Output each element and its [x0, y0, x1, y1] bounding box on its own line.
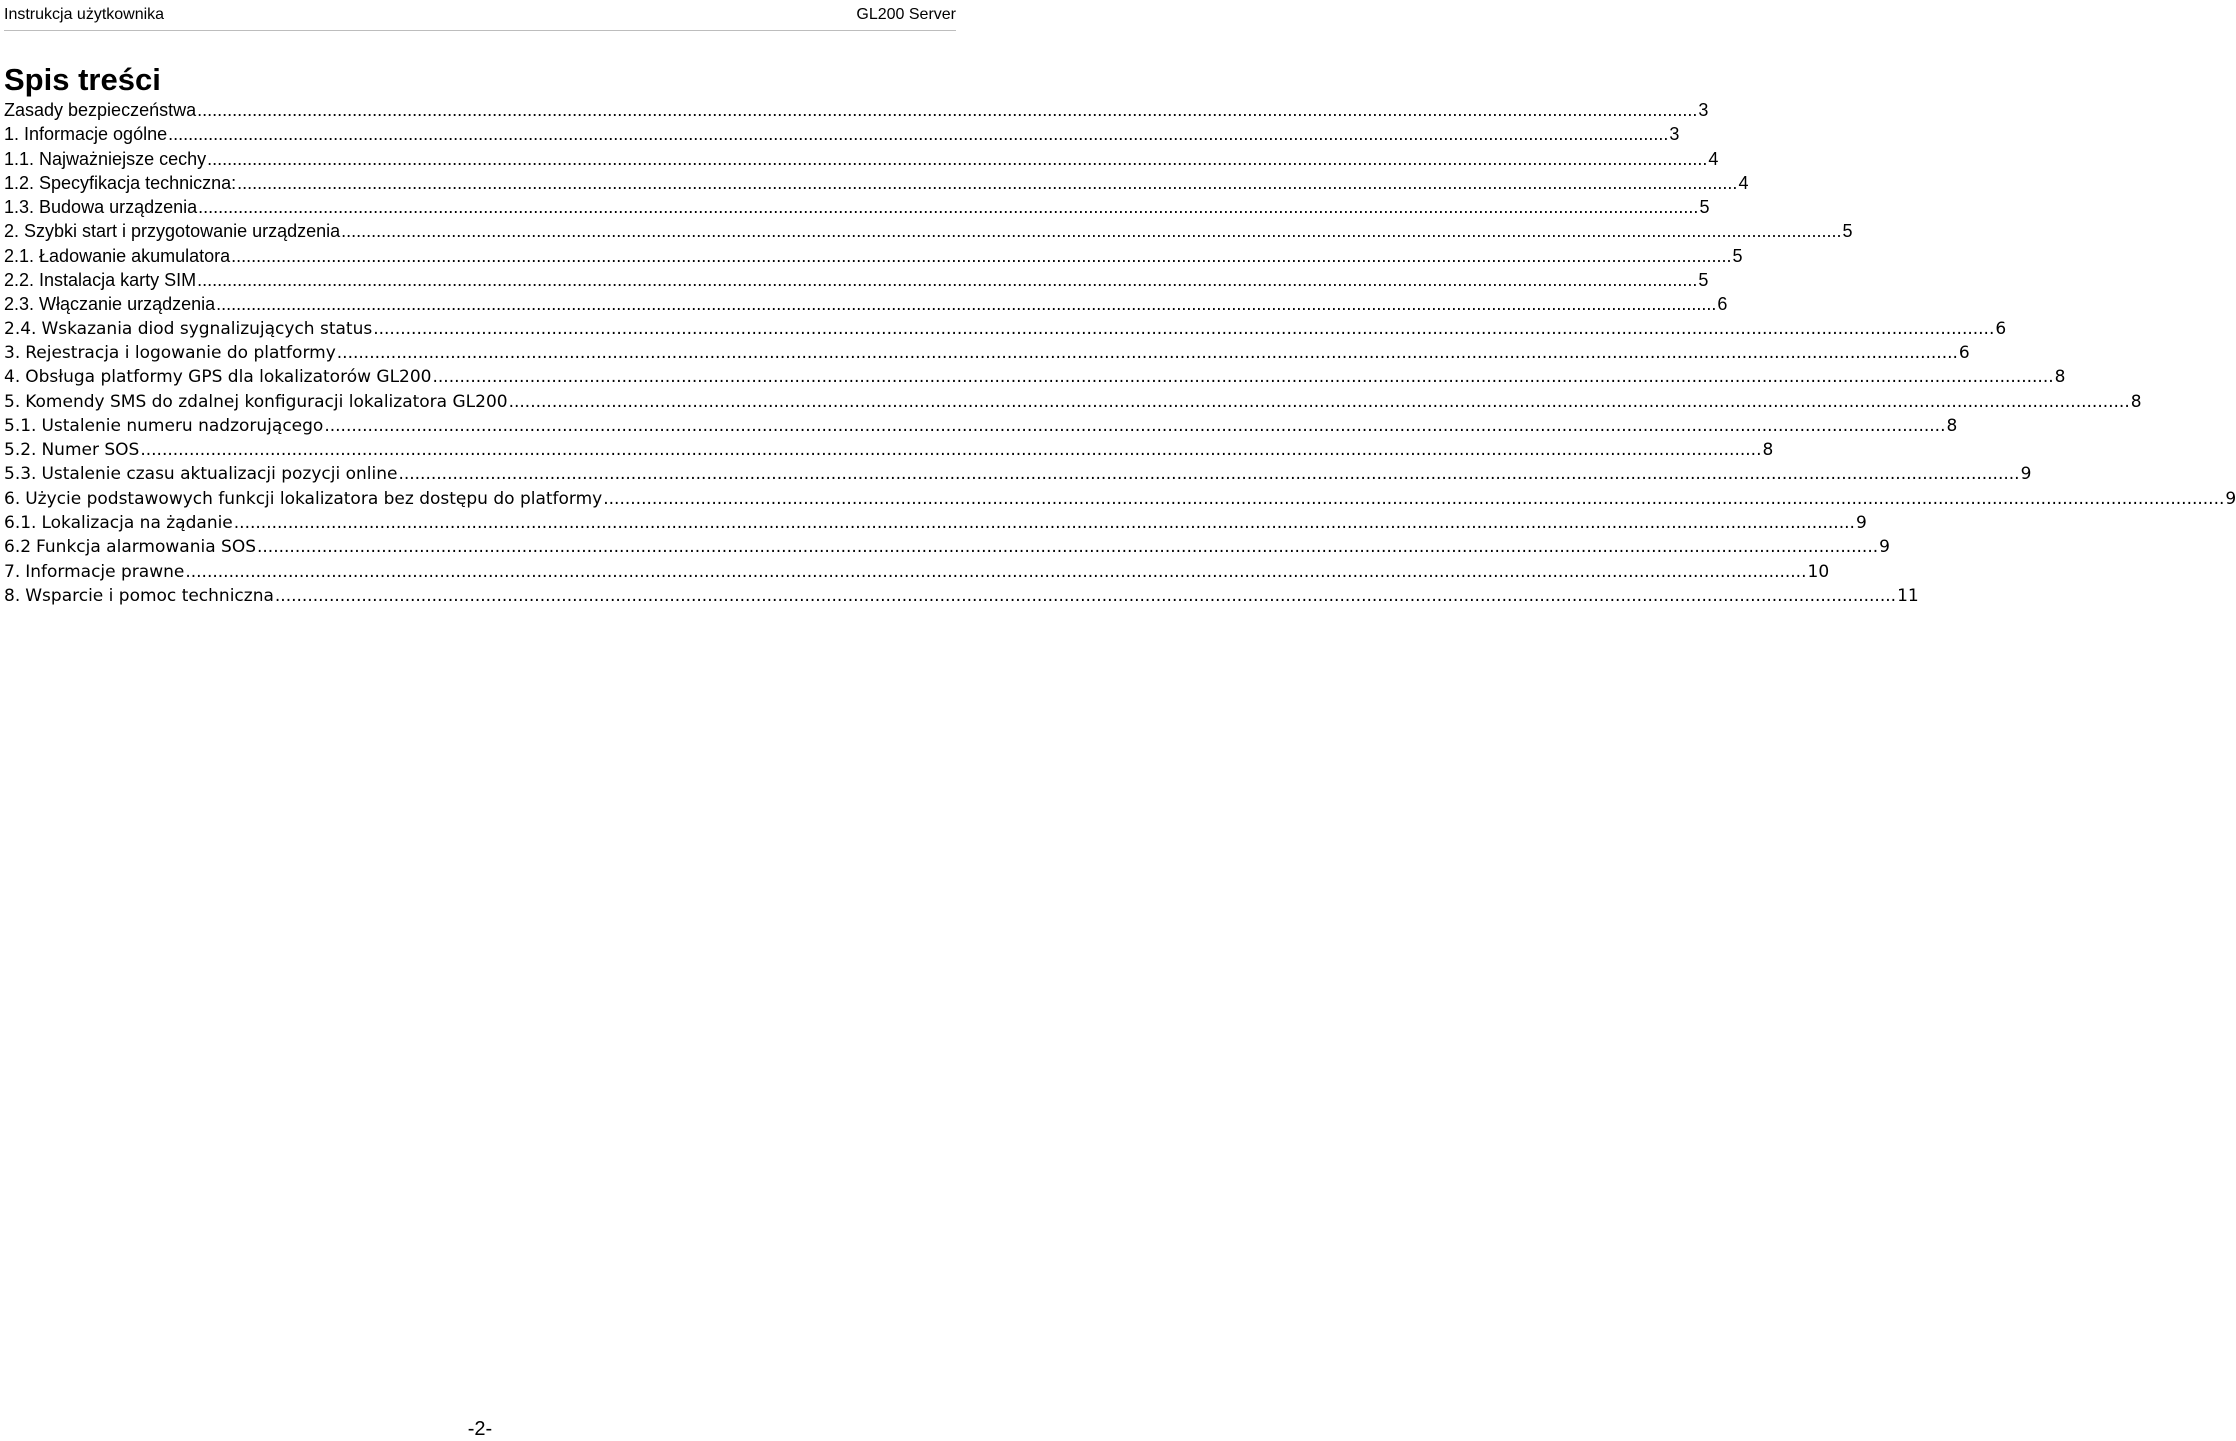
toc-entry-number: 7.: [4, 561, 21, 582]
toc-entry-title: Komendy SMS do zdalnej konfiguracji lokalizatora GL200: [25, 391, 508, 412]
toc-entry-number: 6.2: [4, 537, 32, 558]
toc-entry-title: Ładowanie akumulatora: [39, 245, 231, 266]
toc-dot-leader: ............................................................................................................................................................................................................................................................................................................: [140, 440, 1762, 461]
toc-entry-page: 8: [2054, 367, 2066, 388]
toc-dot-leader: ............................................................................................................................................................................................................................................................................................................: [197, 100, 1698, 120]
toc-entry-number: 5.3.: [4, 464, 37, 485]
toc-dot-leader: ............................................................................................................................................................................................................................................................................................................: [257, 537, 1879, 558]
toc-entry-number: 5.: [4, 391, 21, 412]
header-document-title: Instrukcja użytkownika: [4, 6, 165, 23]
toc-dot-leader: ............................................................................................................................................................................................................................................................................................................: [432, 367, 2054, 388]
toc-entry[interactable]: [4, 560, 1830, 584]
toc-entry-page: 5: [1732, 245, 1743, 266]
toc-dot-leader: ............................................................................................................................................................................................................................................................................................................: [216, 294, 1717, 315]
toc-entry[interactable]: [4, 511, 1867, 535]
running-header: [4, 0, 956, 31]
toc-entry[interactable]: [4, 462, 2032, 486]
toc-entry[interactable]: [4, 122, 1680, 146]
toc-entry[interactable]: [4, 584, 1919, 608]
toc-entry-title: Wsparcie i pomoc techniczna: [25, 585, 274, 606]
toc-entry-number: 1.1.: [4, 148, 35, 169]
toc-entry-number: 5.1.: [4, 415, 37, 436]
toc-entry[interactable]: [4, 365, 2066, 389]
toc-entry-number: 1.: [4, 124, 20, 145]
toc-dot-leader: ............................................................................................................................................................................................................................................................................................................: [336, 342, 1958, 363]
toc-title: Spis treści: [4, 62, 161, 97]
toc-entry-page: 9: [2020, 464, 2032, 485]
toc-entry-title: Zasady bezpieczeństwa: [4, 100, 197, 120]
toc-entry-page: 3: [1669, 124, 1680, 145]
toc-entry[interactable]: [4, 98, 1709, 122]
toc-entry[interactable]: [4, 390, 2142, 414]
toc-entry-page: 6: [1958, 342, 1970, 363]
toc-entry-number: 2.: [4, 221, 20, 242]
toc-entry-page: 4: [1738, 172, 1749, 193]
toc-entry[interactable]: [4, 268, 1709, 292]
toc-entry-title: Rejestracja i logowanie do platformy: [25, 342, 336, 363]
toc-entry-number: 6.: [4, 488, 21, 509]
toc-entry-page: 10: [1807, 561, 1830, 582]
toc-entry-page: 6: [1995, 318, 2007, 339]
toc-entry-page: 5: [1698, 270, 1709, 291]
toc-entry[interactable]: [4, 414, 1958, 438]
toc-entry-title: Numer SOS: [41, 440, 140, 461]
toc-entry[interactable]: [4, 317, 2007, 341]
toc-entry-page: 5: [1699, 197, 1710, 218]
toc-entry-page: 9: [1879, 537, 1890, 558]
toc-entry-title: Instalacja karty SIM: [39, 270, 197, 291]
toc-dot-leader: ............................................................................................................................................................................................................................................................................................................: [185, 561, 1807, 582]
toc-entry[interactable]: [4, 219, 1853, 243]
table-of-contents: [4, 98, 2236, 608]
toc-entry-number: 4.: [4, 367, 21, 388]
toc-entry-number: 6.1.: [4, 513, 37, 534]
toc-entry-number: 5.2.: [4, 440, 37, 461]
toc-entry[interactable]: [4, 341, 1970, 365]
header-product-name: GL200 Server: [856, 6, 956, 23]
toc-entry-number: 1.2.: [4, 172, 35, 193]
toc-entry-title: Lokalizacja na żądanie: [41, 513, 233, 534]
toc-dot-leader: ............................................................................................................................................................................................................................................................................................................: [373, 318, 1995, 339]
toc-dot-leader: ............................................................................................................................................................................................................................................................................................................: [324, 415, 1946, 436]
toc-dot-leader: ............................................................................................................................................................................................................................................................................................................: [237, 172, 1738, 193]
toc-entry-title: Ustalenie numeru nadzorującego: [41, 415, 324, 436]
toc-entry-page: 9: [1855, 513, 1867, 534]
toc-entry[interactable]: [4, 487, 2236, 511]
toc-entry-number: 8.: [4, 585, 21, 606]
toc-dot-leader: ............................................................................................................................................................................................................................................................................................................: [603, 488, 2225, 509]
toc-entry[interactable]: [4, 147, 1719, 171]
toc-entry[interactable]: [4, 171, 1749, 195]
toc-entry-title: Informacje prawne: [25, 561, 185, 582]
toc-entry[interactable]: [4, 244, 1743, 268]
page-number: -2-: [467, 1418, 493, 1440]
toc-entry-page: 11: [1897, 585, 1919, 606]
toc-dot-leader: ............................................................................................................................................................................................................................................................................................................: [398, 464, 2020, 485]
toc-dot-leader: ............................................................................................................................................................................................................................................................................................................: [197, 270, 1698, 291]
toc-entry-page: 3: [1698, 100, 1709, 120]
toc-dot-leader: ............................................................................................................................................................................................................................................................................................................: [508, 391, 2130, 412]
toc-dot-leader: ............................................................................................................................................................................................................................................................................................................: [274, 585, 1897, 606]
toc-entry-title: Włączanie urządzenia: [39, 294, 216, 315]
toc-entry-title: Ustalenie czasu aktualizacji pozycji online: [41, 464, 398, 485]
toc-entry-title: Informacje ogólne: [24, 124, 168, 145]
toc-entry[interactable]: [4, 438, 1774, 462]
toc-entry[interactable]: [4, 535, 1890, 559]
toc-dot-leader: ............................................................................................................................................................................................................................................................................................................: [341, 221, 1842, 242]
toc-entry-title: Szybki start i przygotowanie urządzenia: [24, 221, 341, 242]
toc-entry-number: 3.: [4, 342, 21, 363]
toc-entry[interactable]: [4, 292, 1728, 316]
toc-entry-title: Użycie podstawowych funkcji lokalizatora bez dostępu do platformy: [25, 488, 603, 509]
toc-dot-leader: ............................................................................................................................................................................................................................................................................................................: [207, 148, 1708, 169]
toc-entry-title: Obsługa platformy GPS dla lokalizatorów GL200: [25, 367, 432, 388]
toc-dot-leader: ............................................................................................................................................................................................................................................................................................................: [168, 124, 1669, 145]
toc-entry-title: Budowa urządzenia: [39, 197, 198, 218]
toc-entry-page: 9: [2225, 488, 2236, 509]
toc-entry-page: 6: [1717, 294, 1728, 315]
toc-entry-page: 4: [1708, 148, 1719, 169]
toc-dot-leader: ............................................................................................................................................................................................................................................................................................................: [231, 245, 1732, 266]
toc-dot-leader: ............................................................................................................................................................................................................................................................................................................: [233, 513, 1855, 534]
toc-entry-page: 8: [2130, 391, 2142, 412]
toc-entry-number: 2.2.: [4, 270, 35, 291]
toc-dot-leader: ............................................................................................................................................................................................................................................................................................................: [198, 197, 1699, 218]
toc-entry-page: 8: [1946, 415, 1958, 436]
toc-entry-number: 2.4.: [4, 318, 37, 339]
toc-entry-title: Specyfikacja techniczna:: [39, 172, 237, 193]
toc-entry-title: Najważniejsze cechy: [39, 148, 207, 169]
toc-entry-title: Wskazania diod sygnalizujących status: [41, 318, 373, 339]
toc-entry-number: 2.1.: [4, 245, 35, 266]
toc-entry-number: 1.3.: [4, 197, 35, 218]
toc-entry-page: 8: [1762, 440, 1774, 461]
toc-entry[interactable]: [4, 195, 1710, 219]
toc-entry-page: 5: [1842, 221, 1853, 242]
toc-entry-number: 2.3.: [4, 294, 35, 315]
toc-entry-title: Funkcja alarmowania SOS: [36, 537, 256, 558]
